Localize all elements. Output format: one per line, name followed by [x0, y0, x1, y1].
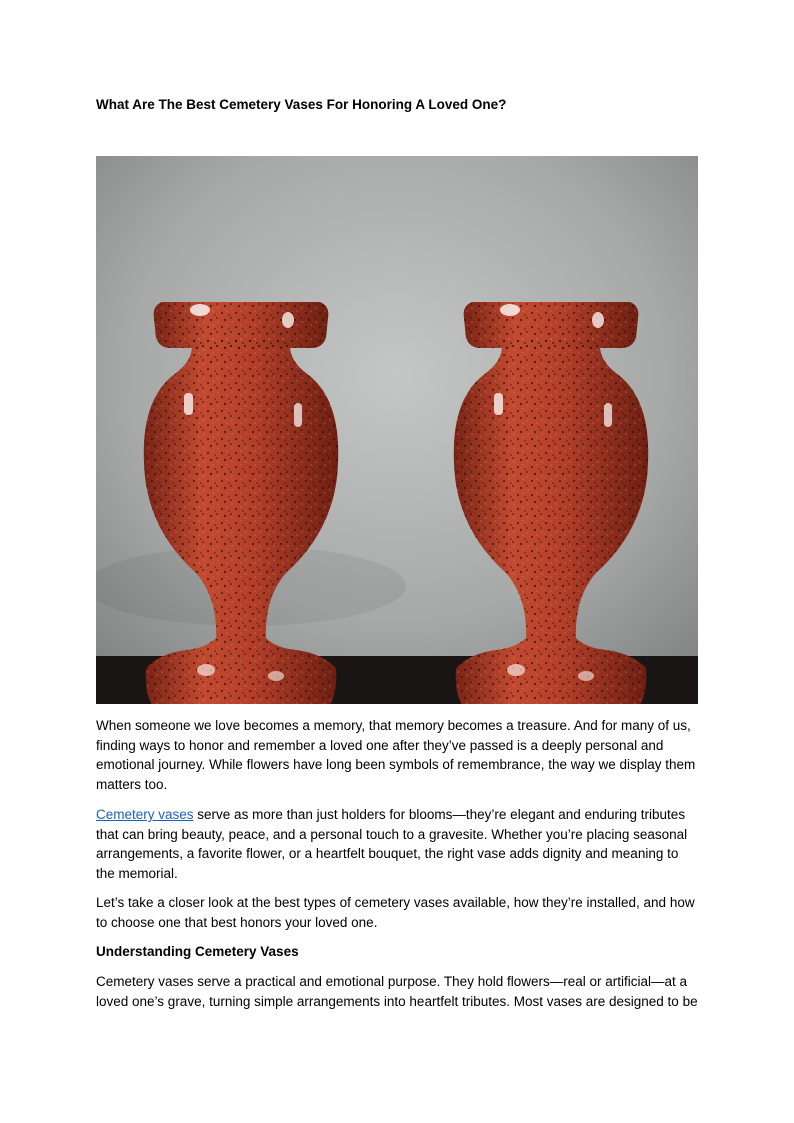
vases-photo [96, 156, 698, 704]
understanding-paragraph: Cemetery vases serve a practical and emotional purpose. They hold flowers—real or artificial—at a loved one’s grave, turning simple arrangements into heartfelt tributes. Most vases are designed to be [96, 974, 698, 1009]
vases-paragraph-text: serve as more than just holders for blooms—they’re elegant and enduring tributes that can bring beauty, peace, and a personal touch to a gravesite. Whether you’re placing seasonal arrangements, a favorite flower, or a heartfelt bouquet, the right vase adds dignity and meaning to the memorial. [96, 807, 688, 881]
cemetery-vases-link[interactable]: Cemetery vases [96, 807, 194, 822]
vases-paragraph [96, 805, 700, 883]
section-heading: Understanding Cemetery Vases [96, 944, 299, 959]
article-title: What Are The Best Cemetery Vases For Honoring A Loved One? [96, 97, 507, 112]
intro-paragraph: When someone we love becomes a memory, that memory becomes a treasure. And for many of us, finding ways to honor and remember a loved one after they’ve passed is a deeply personal and emotional journey. While flowers have long been symbols of remembrance, the way we display them matters too. [96, 718, 696, 792]
overview-paragraph: Let’s take a closer look at the best types of cemetery vases available, how they’re installed, and how to choose one that best honors your loved one. [96, 895, 695, 930]
